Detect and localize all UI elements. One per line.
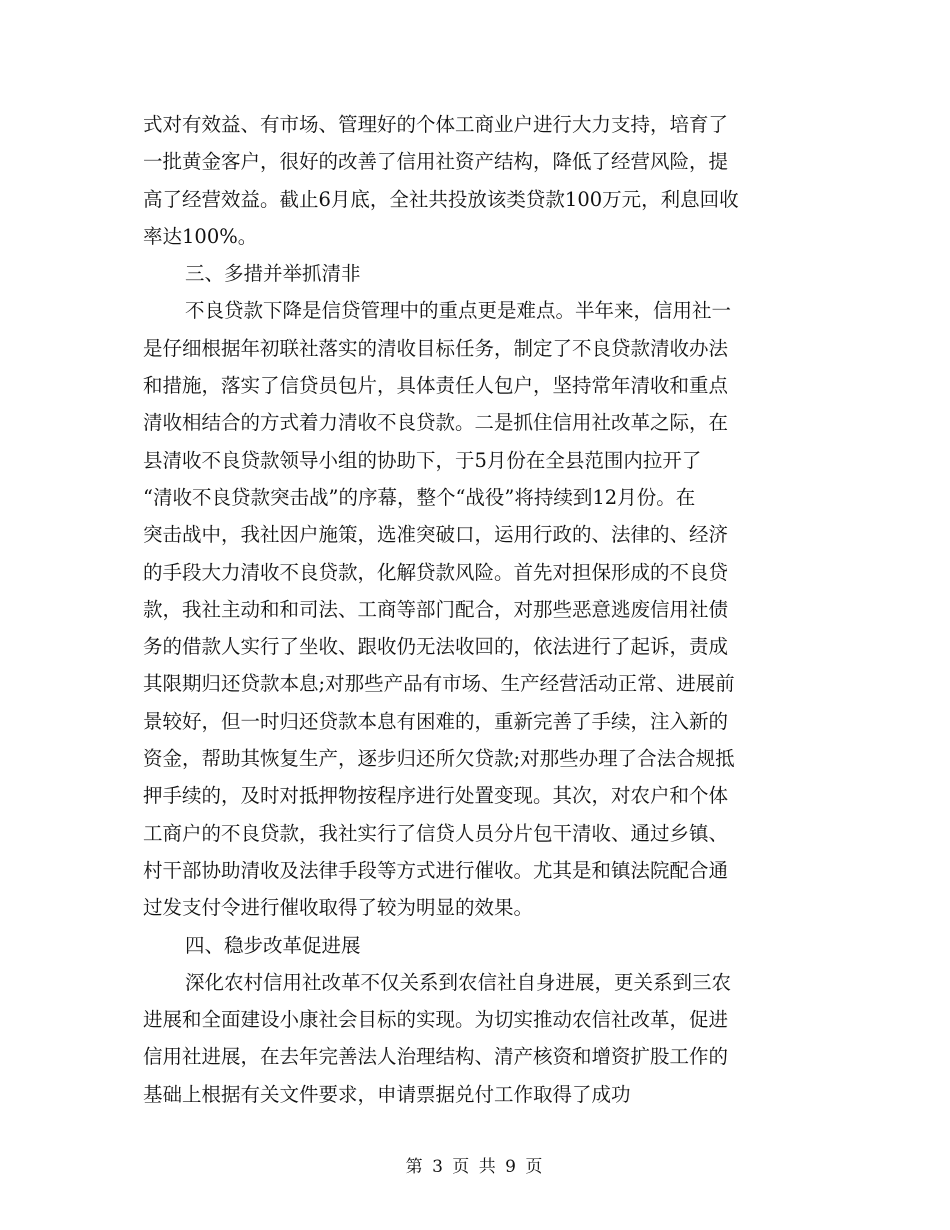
paragraph-start: 深化农村信用社改革不仅关系到农信社自身进展，更关系到三农 [185, 970, 732, 994]
text-line: 一批黄金客户，很好的改善了信用社资产结构，降低了经营风险，提 [143, 150, 729, 174]
text-line: 工商户的不良贷款，我社实行了信贷人员分片包干清收、通过乡镇、 [143, 821, 729, 845]
document-body [143, 106, 813, 1113]
text-line: 是仔细根据年初联社落实的清收目标任务，制定了不良贷款清收办法 [143, 336, 729, 360]
text-line: 县清收不良贷款领导小组的协助下，于5月份在全县范围内拉开了 [143, 448, 702, 472]
section-heading: 四、稳步改革促进展 [185, 933, 361, 957]
paragraph-start: 不良贷款下降是信贷管理中的重点更是难点。半年来，信用社一 [185, 299, 732, 323]
text-line: 基础上根据有关文件要求，申请票据兑付工作取得了成功 [143, 1082, 631, 1106]
text-line: 资金，帮助其恢复生产，逐步归还所欠贷款;对那些办理了合法合规抵 [143, 747, 735, 771]
text-line: 款，我社主动和和司法、工商等部门配合，对那些恶意逃废信用社债 [143, 597, 729, 621]
text-line: 式对有效益、有市场、管理好的个体工商业户进行大力支持，培育了 [143, 113, 729, 136]
text-line: 和措施，落实了信贷员包片，具体责任人包户，坚持常年清收和重点 [143, 374, 729, 398]
text-line: 务的借款人实行了坐收、跟收仍无法收回的，依法进行了起诉，责成 [143, 635, 729, 659]
text-line: 其限期归还贷款本息;对那些产品有市场、生产经营活动正常、进展前 [143, 672, 735, 696]
text-line: 率达100%。 [143, 224, 258, 248]
section-heading: 三、多措并举抓清非 [185, 262, 361, 286]
text-line: 清收相结合的方式着力清收不良贷款。二是抓住信用社改革之际，在 [143, 411, 729, 435]
text-line: 高了经营效益。截止6月底，全社共投放该类贷款100万元，利息回收 [143, 187, 739, 211]
text-line: 的手段大力清收不良贷款，化解贷款风险。首先对担保形成的不良贷 [143, 560, 729, 584]
text-line: 押手续的，及时对抵押物按程序进行处置变现。其次，对农户和个体 [143, 784, 729, 808]
text-line: 突击战中，我社因户施策，选准突破口，运用行政的、法律的、经济 [143, 523, 729, 547]
text-line: 进展和全面建设小康社会目标的实现。为切实推动农信社改革，促进 [143, 1008, 729, 1032]
text-line: 村干部协助清收及法律手段等方式进行催收。尤其是和镇法院配合通 [143, 858, 729, 882]
page-number-footer: 第 3 页 共 9 页 [405, 1157, 545, 1177]
text-line: 信用社进展，在去年完善法人治理结构、清产核资和增资扩股工作的 [143, 1045, 729, 1069]
text-line: 景较好，但一时归还贷款本息有困难的，重新完善了手续，注入新的 [143, 709, 729, 733]
text-line: 过发支付令进行催收取得了较为明显的效果。 [143, 896, 534, 920]
text-line: “清收不良贷款突击战”的序幕，整个“战役”将持续到12月份。在 [143, 485, 696, 509]
